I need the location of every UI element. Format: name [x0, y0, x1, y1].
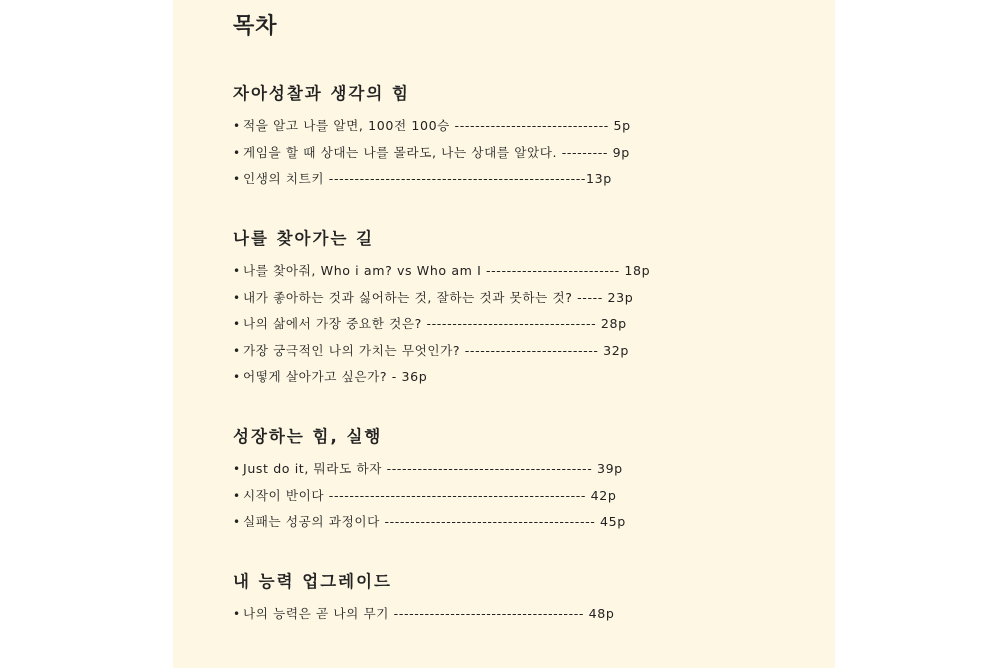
toc-entry-text: 나를 찾아줘, Who i am? vs Who am I -------------------------- 18p — [243, 263, 651, 278]
toc-entry — [233, 262, 793, 289]
bullet: • — [233, 515, 241, 530]
toc-section-4 — [233, 571, 793, 632]
section-heading: 성장하는 힘, 실행 — [233, 427, 383, 446]
toc-entry — [233, 144, 793, 171]
toc-entry — [233, 315, 793, 342]
section-heading: 자아성찰과 생각의 힘 — [233, 84, 410, 103]
entry-list — [233, 117, 793, 197]
section-heading: 내 능력 업그레이드 — [233, 572, 393, 591]
section-heading: 나를 찾아가는 길 — [233, 229, 375, 248]
toc-section-1 — [233, 83, 793, 197]
toc-section-3 — [233, 426, 793, 540]
toc-entry — [233, 368, 793, 395]
toc-entry-text: 게임을 할 때 상대는 나를 몰라도, 나는 상대를 알았다. --------- 9p — [243, 144, 630, 160]
bullet: • — [233, 607, 241, 621]
toc-entry — [233, 605, 793, 632]
toc-entry-text: 인생의 치트키 --------------------------------------------------13p — [243, 171, 612, 187]
bullet: • — [233, 264, 241, 278]
toc-entry — [233, 487, 793, 514]
toc-entry-text: 내가 좋아하는 것과 싫어하는 것, 잘하는 것과 못하는 것? ----- 23p — [243, 289, 634, 305]
bullet: • — [233, 172, 241, 187]
toc-entry-text: 시작이 반이다 -------------------------------------------------- 42p — [243, 487, 617, 503]
entry-list — [233, 262, 793, 395]
toc-entry-text: Just do it, 뭐라도 하자 ---------------------------------------- 39p — [243, 461, 623, 476]
toc-entry-text: 나의 삶에서 가장 중요한 것은? --------------------------------- 28p — [243, 316, 627, 332]
toc-entry-text: 나의 능력은 곧 나의 무기 ------------------------------------- 48p — [243, 606, 615, 621]
toc-entry — [233, 460, 793, 487]
entry-list — [233, 460, 793, 540]
toc-entry-text: 적을 알고 나를 알면, 100전 100승 ------------------------------ 5p — [243, 118, 631, 133]
bullet: • — [233, 119, 241, 133]
toc-entry — [233, 342, 793, 369]
toc-entry — [233, 513, 793, 540]
toc-entry — [233, 117, 793, 144]
bullet: • — [233, 462, 241, 476]
toc-entry — [233, 289, 793, 316]
bullet: • — [233, 488, 241, 503]
toc-entry — [233, 170, 793, 197]
bullet: • — [233, 343, 241, 358]
bullet: • — [233, 290, 241, 305]
bullet: • — [233, 317, 241, 332]
document-page — [173, 0, 835, 668]
entry-list — [233, 605, 793, 632]
toc-section-2 — [233, 228, 793, 395]
toc-entry-text: 실패는 성공의 과정이다 ----------------------------------------- 45p — [243, 514, 626, 530]
bullet: • — [233, 145, 241, 160]
toc-entry-text: 어떻게 살아가고 싶은가? - 36p — [243, 369, 428, 385]
toc-title: 목차 — [233, 14, 278, 39]
bullet: • — [233, 370, 241, 385]
toc-entry-text: 가장 궁극적인 나의 가치는 무엇인가? -------------------------- 32p — [243, 342, 629, 358]
